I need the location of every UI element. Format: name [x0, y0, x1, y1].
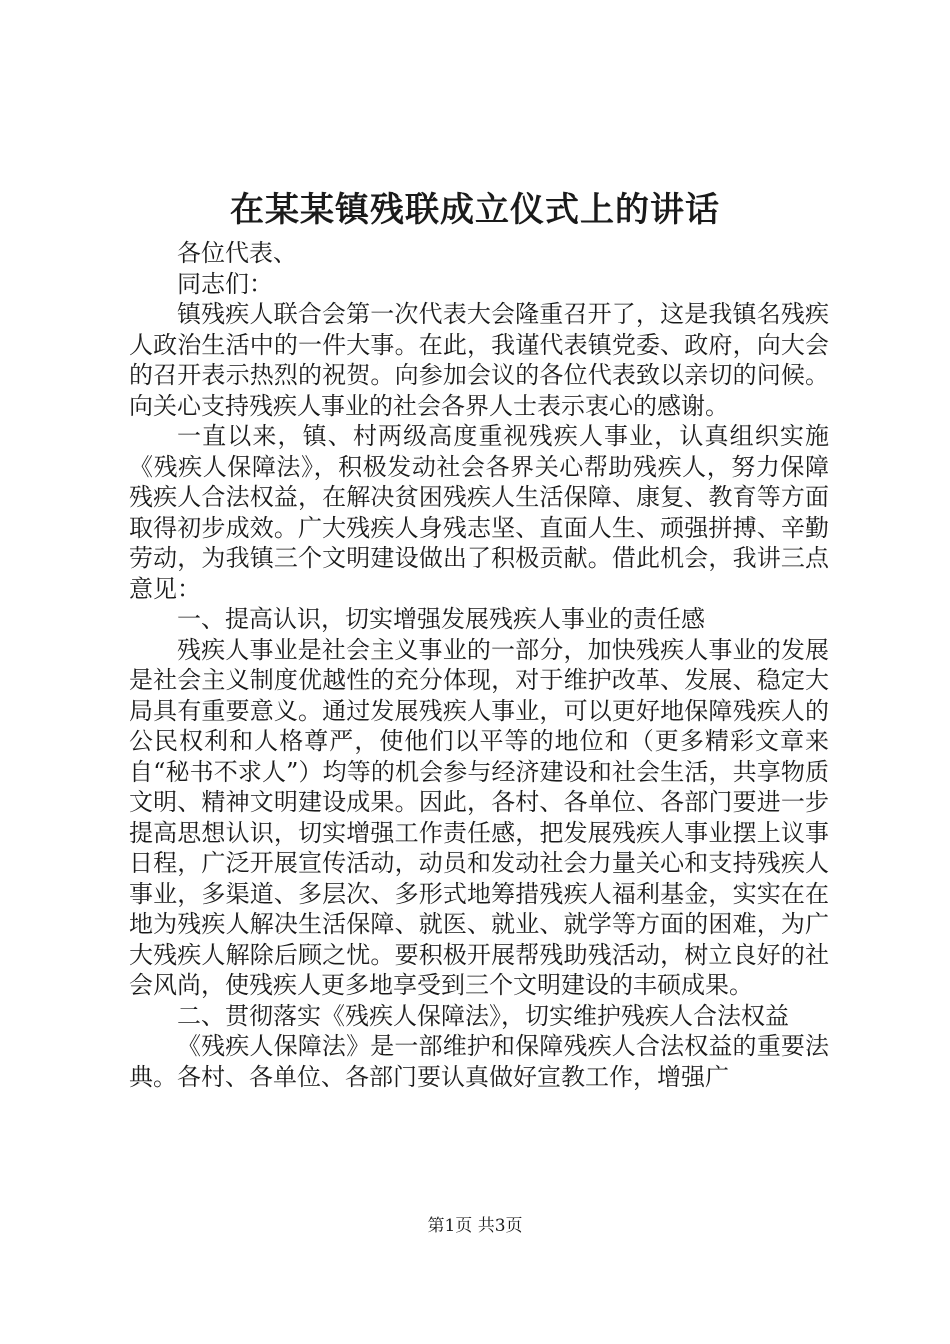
page-indicator: 第1页 共3页: [427, 1216, 523, 1236]
section-2-paragraph: 《残疾人保障法》是一部维护和保障残疾人合法权益的重要法典。各村、各单位、各部门要认真做好宣教工作，增强广: [129, 1032, 829, 1091]
salutation-line-1: 各位代表、: [177, 239, 297, 267]
section-1-paragraph: 残疾人事业是社会主义事业的一部分，加快残疾人事业的发展是社会主义制度优越性的充分体现，对于维护改革、发展、稳定大局具有重要意义。通过发展残疾人事业，可以更好地保障残疾人的公民权利和人格尊严，使他们以平等的地位和（更多精彩文章来自“秘书不求人”）均等的机会参与经济建设和社会生活，共享物质文明、精神文明建设成果。因此，各村、各单位、各部门要进一步提高思想认识，切实增强工作责任感，把发展残疾人事业摆上议事日程，广泛开展宣传活动，动员和发动社会力量关心和支持残疾人事业，多渠道、多层次、多形式地筹措残疾人福利基金，实实在在地为残疾人解决生活保障、就医、就业、就学等方面的困难，为广大残疾人解除后顾之忧。要积极开展帮残助残活动，树立良好的社会风尚，使残疾人更多地享受到三个文明建设的丰硕成果。: [129, 635, 829, 999]
section-heading-2: 二、贯彻落实《残疾人保障法》，切实维护残疾人合法权益: [177, 1001, 789, 1030]
section-heading-1: 一、提高认识，切实增强发展残疾人事业的责任感: [177, 605, 705, 633]
background-paragraph: 一直以来，镇、村两级高度重视残疾人事业，认真组织实施《残疾人保障法》，积极发动社会各界关心帮助残疾人，努力保障残疾人合法权益，在解决贫困残疾人生活保障、康复、教育等方面取得初步成效。广大残疾人身残志坚、直面人生、顽强拼搏、辛勤劳动，为我镇三个文明建设做出了积极贡献。借此机会，我讲三点意见：: [129, 422, 829, 603]
opening-paragraph: 镇残疾人联合会第一次代表大会隆重召开了，这是我镇名残疾人政治生活中的一件大事。在此，我谨代表镇党委、政府，向大会的召开表示热烈的祝贺。向参加会议的各位代表致以亲切的问候。向关心支持残疾人事业的社会各界人士表示衷心的感谢。: [129, 300, 829, 420]
document-title: 在某某镇残联成立仪式上的讲话: [230, 190, 720, 230]
document-body: [129, 238, 829, 1092]
salutation-line-2: 同志们：: [177, 269, 273, 298]
